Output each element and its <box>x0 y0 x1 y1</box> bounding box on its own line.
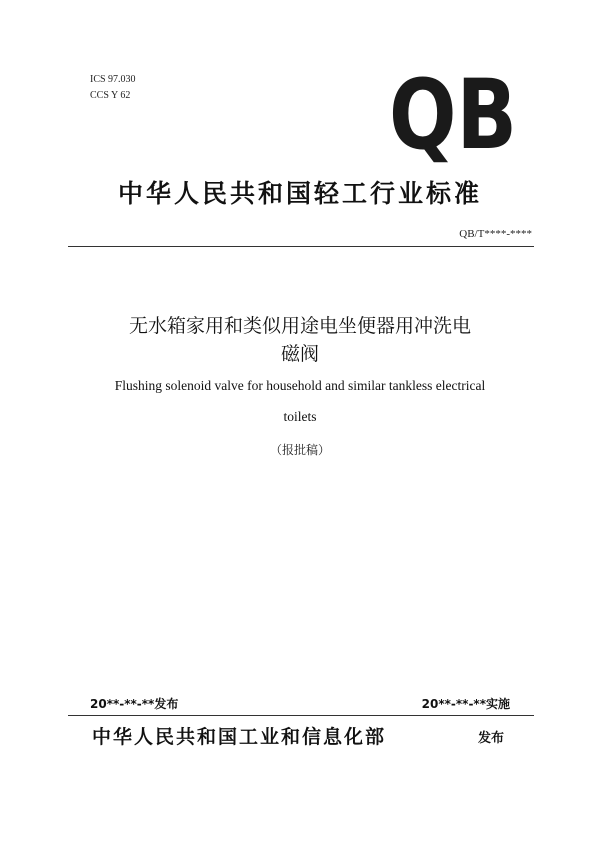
title-en-line2: toilets <box>283 409 317 424</box>
ics-code: ICS 97.030 <box>90 74 136 85</box>
top-divider <box>68 246 534 247</box>
document-title-en <box>0 378 600 425</box>
title-cn-line2: 磁阀 <box>280 343 319 365</box>
issuing-ministry: 中华人民共和国工业和信息化部 <box>92 726 387 748</box>
qb-logo-text: QB <box>389 59 517 171</box>
implementation-date: 20**-**-**实施 <box>421 697 510 711</box>
qb-logo-graphic <box>388 59 518 171</box>
draft-status: （报批稿） <box>269 443 330 457</box>
ccs-code: CCS Y 62 <box>90 90 131 101</box>
publish-label: 发布 <box>478 731 505 746</box>
standard-number: QB/T****-**** <box>459 228 532 240</box>
bottom-divider <box>68 715 534 716</box>
document-title-cn <box>0 312 600 368</box>
title-en-line1: Flushing solenoid valve for household and similar tankless electrical <box>114 378 486 393</box>
title-cn-line1: 无水箱家用和类似用途电坐便器用冲洗电 <box>128 315 471 337</box>
industry-standard-title: 中华人民共和国轻工行业标准 <box>117 179 482 208</box>
ics-block <box>90 72 136 104</box>
issue-date: 20**-**-**发布 <box>90 697 179 711</box>
qb-logo <box>388 59 518 171</box>
